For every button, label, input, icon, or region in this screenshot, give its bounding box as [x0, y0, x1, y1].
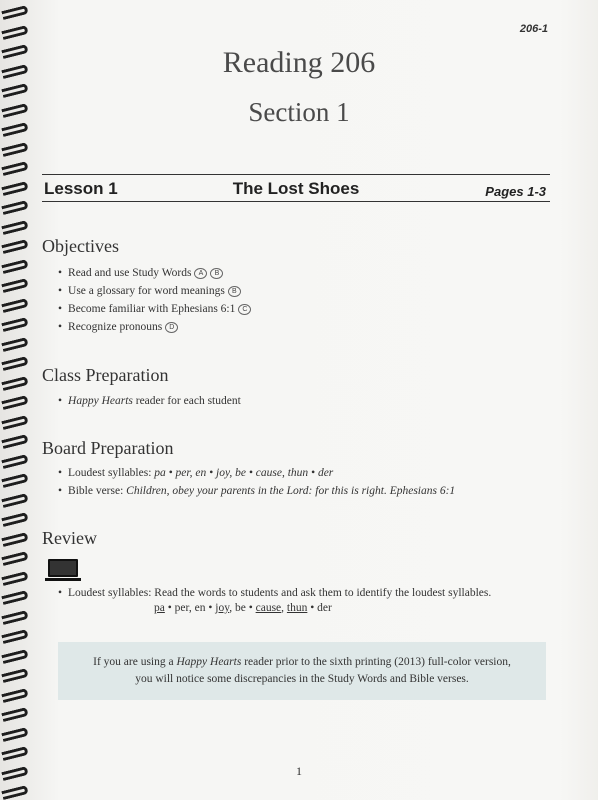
spiral-coil — [1, 609, 28, 624]
spiral-coil — [1, 668, 28, 683]
syllable-dot: • — [205, 602, 216, 614]
syllable-word — [195, 602, 230, 614]
class-prep-heading: Class Preparation — [42, 365, 169, 385]
syllable-second: per — [174, 602, 189, 614]
syllable-second: cause — [255, 602, 282, 614]
verse-label: Bible verse: — [68, 485, 127, 497]
syllable-second: der — [317, 602, 332, 614]
lesson-number: Lesson 1 — [44, 179, 118, 198]
board-prep-list — [58, 464, 455, 500]
spiral-coil — [1, 492, 28, 507]
class-prep-list — [58, 392, 241, 410]
review-label: Loudest syllables: — [68, 587, 155, 599]
syllable-dot: • — [245, 602, 256, 614]
notice-text: reader prior to the sixth printing (2013) full-color version, — [241, 656, 511, 668]
objective-text: Recognize pronouns — [68, 321, 163, 333]
word-separator: , — [229, 602, 235, 614]
spiral-coil — [1, 297, 28, 312]
list-item — [58, 482, 455, 500]
syllable-word — [287, 602, 332, 614]
objective-badge: C — [238, 304, 251, 315]
review-heading: Review — [42, 528, 97, 548]
review-list — [58, 584, 491, 602]
review-instruction: Read the words to students and ask them to identify the loudest syllables. — [154, 587, 492, 599]
syllables-label: Loudest syllables: — [68, 467, 155, 479]
spiral-coil — [1, 746, 28, 761]
spiral-coil — [1, 336, 28, 351]
spiral-coil — [1, 395, 28, 410]
spiral-coil — [1, 785, 28, 800]
objective-badge: B — [228, 286, 241, 297]
notice-text: If you are using a — [93, 656, 177, 668]
notice-line-2: you will notice some discrepancies in the Study Words and Bible verses. — [135, 673, 469, 685]
spiral-coil — [1, 219, 28, 234]
syllable-word — [154, 602, 189, 614]
syllable-first: thun — [286, 602, 308, 614]
review-words — [154, 602, 332, 614]
objective-text: Use a glossary for word meanings — [68, 285, 225, 297]
book-title: Reading 206 — [222, 46, 376, 79]
spiral-coil — [1, 687, 28, 702]
word-separator: , — [188, 602, 195, 614]
version-notice — [58, 642, 546, 700]
reader-name: Happy Hearts — [68, 395, 133, 407]
lesson-header — [42, 174, 550, 202]
spiral-coil — [1, 375, 28, 390]
notice-reader-name: Happy Hearts — [176, 656, 242, 668]
word-separator: , — [281, 602, 287, 614]
page-number: 1 — [296, 764, 302, 778]
syllable-dot: • — [164, 602, 175, 614]
spiral-coil — [1, 590, 28, 605]
spiral-coil — [1, 570, 28, 585]
spiral-coil — [1, 278, 28, 293]
list-item — [58, 464, 455, 482]
spiral-coil — [1, 239, 28, 254]
syllables-value: pa • per, en • joy, be • cause, thun • der — [154, 467, 334, 479]
notice-line-1 — [58, 654, 546, 671]
syllable-first: en — [194, 602, 206, 614]
spiral-coil — [1, 434, 28, 449]
spiral-coil — [1, 473, 28, 488]
syllable-second: joy — [215, 602, 230, 614]
spiral-coil — [1, 707, 28, 722]
spiral-coil — [1, 161, 28, 176]
objective-item — [58, 264, 251, 282]
spiral-coil — [1, 551, 28, 566]
verse-value: Children, obey your parents in the Lord: for this is right. Ephesians 6:1 — [126, 485, 456, 497]
section-title: Section 1 — [248, 97, 350, 127]
page-code: 206-1 — [519, 23, 548, 35]
spiral-coil — [1, 258, 28, 273]
spiral-coil — [1, 648, 28, 663]
spiral-coil — [1, 24, 28, 39]
spiral-coil — [1, 629, 28, 644]
spiral-coil — [1, 453, 28, 468]
objective-item — [58, 318, 251, 336]
lesson-title: The Lost Shoes — [232, 179, 360, 198]
objective-item — [58, 300, 251, 318]
lesson-pages: Pages 1-3 — [485, 184, 546, 199]
objective-badge: B — [210, 268, 223, 279]
spiral-coil — [1, 83, 28, 98]
objective-text: Read and use Study Words — [68, 267, 192, 279]
objective-item — [58, 282, 251, 300]
syllable-dot: • — [307, 602, 318, 614]
spiral-coil — [1, 5, 28, 20]
objective-badge: A — [194, 268, 207, 279]
objectives-list — [58, 264, 251, 336]
spiral-coil — [1, 726, 28, 741]
board-prep-heading: Board Preparation — [42, 438, 174, 458]
syllable-first: pa — [154, 602, 165, 614]
spiral-coil — [1, 180, 28, 195]
objective-text: Become familiar with Ephesians 6:1 — [68, 303, 236, 315]
spiral-coil — [1, 317, 28, 332]
spiral-coil — [1, 512, 28, 527]
syllable-first: be — [234, 602, 246, 614]
class-prep-text: reader for each student — [132, 395, 241, 407]
syllable-word — [235, 602, 281, 614]
spiral-coil — [1, 356, 28, 371]
chalkboard-icon — [48, 559, 78, 577]
spiral-coil — [1, 414, 28, 429]
spiral-coil — [1, 531, 28, 546]
spiral-coil — [1, 200, 28, 215]
list-item — [58, 392, 241, 410]
objectives-heading: Objectives — [42, 236, 119, 256]
objective-badge: D — [165, 322, 178, 333]
list-item — [58, 584, 491, 602]
spiral-coil — [1, 141, 28, 156]
